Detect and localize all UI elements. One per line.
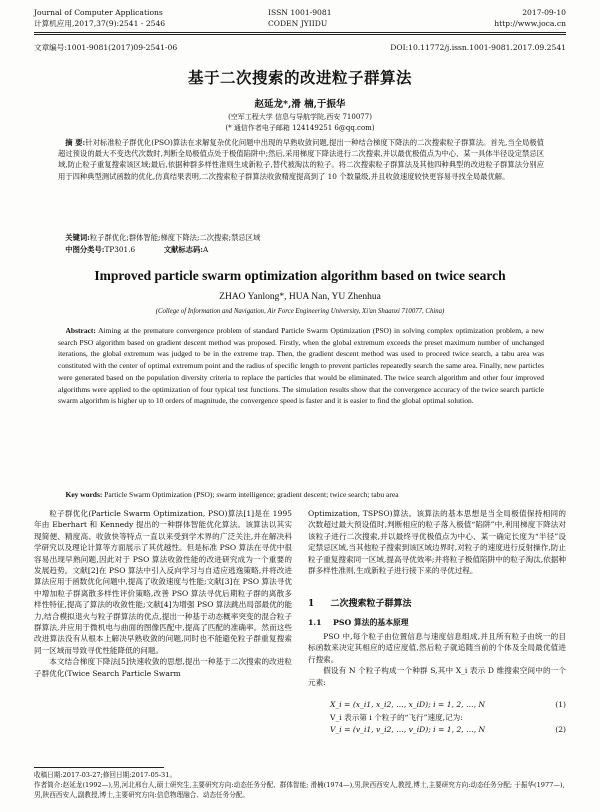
equation-2: [330, 725, 566, 734]
equation-1-number: (1): [555, 700, 566, 709]
section-1-number: 1: [308, 599, 315, 609]
equation-1-body: X_i = (x_i1, x_i2, …, x_iD); i = 1, 2, …, N: [330, 700, 486, 709]
abstract-cn-label: 摘 要:: [65, 138, 86, 147]
keywords-en: [58, 489, 544, 500]
header-rule: [34, 32, 566, 33]
authors-cn: 赵延龙*,滑 楠,于振华: [254, 99, 346, 110]
intro-paragraph-3: Optimization, TSPSO)算法。该算法的基本思想是当全局极值保持相同的次数超过最大预设值时,判断相应的粒子落入极值“陷阱”中,利用梯度下降法对该粒子进行二次搜索,并以最终寻优极值点为中心、某一确定长度为“半径”设定禁忌区域,当其他粒子搜索到该区域边界时,对粒子的速度进行反射操作,防止粒子重复搜索同一区域,提高寻优效率;并将粒子极值陷阱中的粒子淘汰,依据种群多样性准则,生成新粒子进行接下来的寻优过程。: [308, 509, 566, 576]
intro-paragraph-2: 本文结合梯度下降法[5]快速收敛的思想,提出一种基于二次搜索的改进粒子群优化(Twice Search Particle Swarm: [34, 657, 292, 678]
coden: CODEN JYIIDU: [268, 19, 328, 28]
section-1-1-number: 1.1: [308, 618, 322, 627]
journal-url: http://www.joca.cn: [494, 19, 566, 28]
keywords-en-text: Particle Swarm Optimization (PSO); swarm intelligence; gradient descent; twice search; tabu area: [104, 490, 399, 499]
email-cn: (* 通信作者电子邮箱 124149251 6@qq.com): [225, 124, 375, 132]
section-1-heading: [308, 596, 412, 609]
affiliation-cn: (空军工程大学 信息与导航学院,西安 710077): [228, 113, 372, 121]
authors-en: ZHAO Yanlong*, HUA Nan, YU Zhenhua: [219, 292, 381, 302]
title-cn: 基于二次搜索的改进粒子群算法: [187, 68, 412, 87]
equation-2-number: (2): [555, 725, 566, 734]
issn: ISSN 1001-9081: [268, 8, 332, 17]
pso-assumption-paragraph: 假设有 N 个粒子构成一个种群 S,其中 X_i 表示 D 维搜索空间中的一个元素:: [308, 666, 566, 687]
header-rule-2: [34, 34, 566, 35]
clc-value: TP301.6: [104, 245, 136, 254]
keywords-cn-label: 关键词:: [65, 233, 90, 242]
doi: DOI:10.11772/j.issn.1001-9081.2017.09.2541: [390, 43, 566, 52]
affiliation-en: (College of Information and Navigation, Air Force Engineering University, Xi'an Shaanxi 710077, China): [155, 308, 445, 315]
section-1-title: 二次搜索粒子群算法: [330, 599, 412, 609]
equation-velocity-text: V_i 表示第 i 个粒子的“飞行”速度,记为:: [330, 713, 463, 722]
classification: [58, 244, 544, 255]
pso-principle-paragraph: PSO 中,每个粒子由位置信息与速度信息组成,并且所有粒子由统一的目标函数来决定其相应的适应度值,然后粒子就追随当前的个体及全局最优值进行搜索。: [308, 632, 566, 664]
doc-code-value: A: [203, 245, 209, 254]
equation-1: [330, 700, 566, 709]
journal-name-en: Journal of Computer Applications: [34, 8, 163, 17]
equation-2-body: V_i = (v_i1, v_i2, …, v_iD); i = 1, 2, …, N: [330, 725, 486, 734]
keywords-cn-text: 粒子群优化;群体智能;梯度下降法;二次搜索;禁忌区域: [89, 233, 261, 242]
issue-date: 2017-09-10: [522, 8, 566, 17]
footnote-rule: [34, 767, 164, 768]
abstract-en: [58, 325, 544, 407]
section-1-1-body: [308, 631, 566, 688]
abstract-en-text: Aiming at the premature convergence problem of standard Particle Swarm Optimization (PSO) in solving complex optimization problem, a new search PSO algorithm based on gradient descent method was proposed. Firstly, when the global extremum exceeds the preset maximum number of unchanged iterations, the global extremum was judged to be in the extreme trap. Then, the gradient descent method was used to proceed twice search, a tabu area was constituted with the center of optimal extremum point and the radius of specific length to prevent particles repeatedly search the same area. Finally, new particles were generated based on the population diversity criteria to replace the particles that would be eliminated. The twice search algorithm and other four improved algorithms were applied to the optimization of four typical test functions. The simulation results show that the convergence accuracy of the twice search particle swarm algorithm is higher up to 10 orders of magnitude, the convergence speed is faster and it is easier to find the global optimal solution.: [58, 326, 544, 406]
keywords-cn: [58, 232, 544, 243]
abstract-cn-text: 针对标准粒子群优化(PSO)算法在求解复杂优化问题中出现的早熟收敛问题,提出一种结合梯度下降法的二次搜索粒子群算法。首先,当全局极值超过预设的最大不变迭代次数时,判断全局极值点处于极值陷阱中;然后,采用梯度下降法进行二次搜索,并以最优极值点为中心、某一具体半径设定禁忌区域,防止粒子重复搜索该区域;最后,依据种群多样性准则生成新粒子,替代被淘汰的粒子。将二次搜索粒子群算法及其他四种典型的改进粒子群算法分别应用于四种典型测试函数的优化,仿真结果表明,二次搜索粒子群算法收敛精度提高到了 10 个数量级,并且收敛速度较快更容易寻找全局最优解。: [58, 138, 545, 181]
abstract-cn: [58, 137, 544, 182]
equation-text-velocity: [330, 712, 566, 723]
section-1-1-title: PSO 算法的基本原理: [333, 618, 409, 627]
footnote-author-bio: 作者简介:赵延龙(1992—),男,河北邢台人,硕士研究生,主要研究方向:动态任务分配、群体智能; 滑楠(1974—),男,陕西西安人,教授,博士,主要研究方向:动态任务分配; 于振华(1977—),男,陕西西安人,副教授,博士,主要研究方向:信息物理融合、动态任务分配。: [34, 781, 565, 799]
abstract-en-label: Abstract:: [65, 326, 96, 335]
body-left-column: [34, 508, 292, 679]
article-number: 文章编号:1001-9081(2017)09-2541-06: [34, 43, 178, 52]
title-en: Improved particle swarm optimization algorithm based on twice search: [94, 268, 506, 283]
intro-paragraph-1: 粒子群优化(Particle Swarm Optimization, PSO)算法[1]是在 1995 年由 Eberhart 和 Kennedy 提出的一种群体智能优化算法。该算法以其实现简便、精度高、收敛快等特点一直以来受到学术界的广泛关注,并在解决科学研究以及理论计算等方面展示了其优越性。但是标准 PSO 算法在寻优中很容易出现早熟问题,因此对于 PSO 算法收敛性能的改进研究成为一个重要的发展趋势。文献[2]在 PSO 算法中引入反向学习与自适应逃逸策略,并将改进算法应用于函数优化问题中,提高了收敛速度与性能;文献[3]在 PSO 算法寻优中增加粒子群离散多样性评价策略,改善 PSO 算法寻优后期粒子群的离散多样性特征,提高了算法的收敛性能;文献[4]为增强 PSO 算法跳出局部最优的能力,结合模拟退火与粒子群算法的优点,提出一种基于动态概率突变的混合粒子群算法,并应用于微机电与曲面的图像匹配中,提高了匹配的准确率。然而这些改进算法没有从根本上解决早熟收敛的问题,同时也不能避免粒子群重复搜索同一区域而导致寻优性能降低的问题。: [34, 509, 292, 655]
section-1-1-heading: [308, 617, 409, 628]
body-right-column: [308, 508, 566, 576]
doc-code-label: 文献标志码:: [163, 245, 203, 254]
journal-citation: 计算机应用,2017,37(9):2541 - 2546: [34, 19, 166, 28]
keywords-en-label: Key words:: [65, 490, 103, 499]
footnote-received: 收稿日期:2017-03-27;修回日期:2017-05-31。: [34, 771, 177, 779]
clc-label: 中图分类号:: [65, 245, 105, 254]
